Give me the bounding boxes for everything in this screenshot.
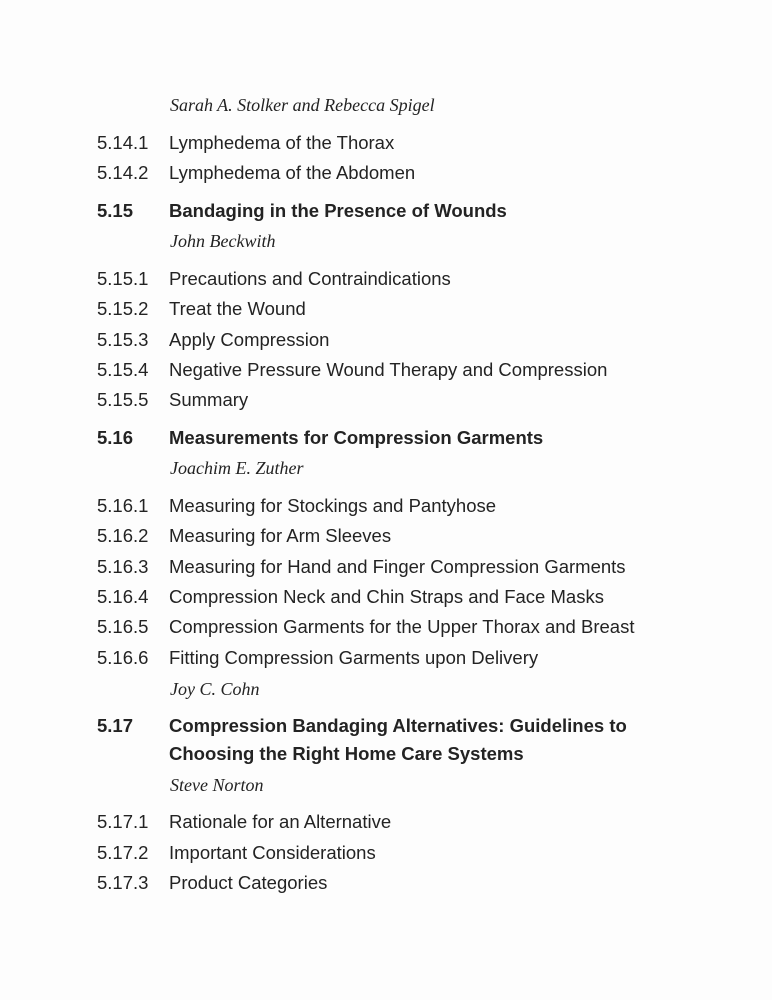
section-number: 5.16.3 bbox=[97, 556, 149, 577]
toc-entry bbox=[97, 522, 747, 550]
toc-entry bbox=[97, 356, 747, 384]
section-number: 5.16.5 bbox=[97, 616, 149, 637]
author-line: Steve Norton bbox=[170, 775, 264, 795]
section-title: Rationale for an Alternative bbox=[169, 811, 392, 832]
author-line: Sarah A. Stolker and Rebecca Spigel bbox=[170, 95, 435, 115]
toc-section-heading bbox=[97, 712, 747, 768]
section-title: Measuring for Hand and Finger Compression Garments bbox=[169, 556, 626, 577]
section-number: 5.14.1 bbox=[97, 132, 149, 153]
section-number: 5.15.1 bbox=[97, 268, 149, 289]
toc-entry bbox=[97, 869, 747, 897]
toc-entry bbox=[97, 386, 747, 414]
toc-entry bbox=[97, 265, 747, 293]
section-title: Summary bbox=[169, 389, 249, 410]
section-number: 5.17.3 bbox=[97, 872, 149, 893]
section-number: 5.16 bbox=[97, 427, 134, 448]
section-title: Treat the Wound bbox=[169, 298, 306, 319]
section-title: Important Considerations bbox=[169, 842, 376, 863]
toc-entry bbox=[97, 326, 747, 354]
author-line: Joachim E. Zuther bbox=[170, 458, 304, 478]
section-number: 5.16.1 bbox=[97, 495, 149, 516]
toc-entry bbox=[97, 129, 747, 157]
section-title: Measuring for Stockings and Pantyhose bbox=[169, 495, 497, 516]
section-number: 5.17.1 bbox=[97, 811, 149, 832]
section-number: 5.16.6 bbox=[97, 647, 149, 668]
section-title: Apply Compression bbox=[169, 329, 330, 350]
section-title: Lymphedema of the Abdomen bbox=[169, 162, 416, 183]
section-title: Bandaging in the Presence of Wounds bbox=[169, 200, 507, 221]
section-number: 5.17.2 bbox=[97, 842, 149, 863]
toc-section-heading bbox=[97, 424, 747, 452]
section-title-line-2: Choosing the Right Home Care Systems bbox=[169, 743, 524, 764]
section-title: Measuring for Arm Sleeves bbox=[169, 525, 392, 546]
author-line: Joy C. Cohn bbox=[170, 679, 260, 699]
section-title: Negative Pressure Wound Therapy and Compression bbox=[169, 359, 608, 380]
section-number: 5.15 bbox=[97, 200, 134, 221]
section-number: 5.15.5 bbox=[97, 389, 149, 410]
toc-entry bbox=[97, 839, 747, 867]
section-number: 5.17 bbox=[97, 715, 134, 736]
section-title: Fitting Compression Garments upon Delivery bbox=[169, 647, 539, 668]
section-number: 5.15.3 bbox=[97, 329, 149, 350]
section-title: Compression Garments for the Upper Thorax and Breast bbox=[169, 616, 635, 637]
section-title: Lymphedema of the Thorax bbox=[169, 132, 395, 153]
section-number: 5.15.4 bbox=[97, 359, 149, 380]
section-number: 5.14.2 bbox=[97, 162, 149, 183]
toc-section-heading bbox=[97, 197, 747, 225]
toc-entry bbox=[97, 583, 747, 611]
section-title: Product Categories bbox=[169, 872, 328, 893]
toc-entry bbox=[97, 553, 747, 581]
section-title: Measurements for Compression Garments bbox=[169, 427, 544, 448]
toc-entry bbox=[97, 613, 747, 641]
section-title: Precautions and Contraindications bbox=[169, 268, 451, 289]
toc-entry bbox=[97, 295, 747, 323]
toc-entry bbox=[97, 159, 747, 187]
section-number: 5.15.2 bbox=[97, 298, 149, 319]
toc-entry bbox=[97, 808, 747, 836]
toc-entry bbox=[97, 492, 747, 520]
section-number: 5.16.4 bbox=[97, 586, 149, 607]
author-line: John Beckwith bbox=[170, 231, 276, 251]
section-title: Compression Neck and Chin Straps and Face Masks bbox=[169, 586, 604, 607]
toc-entry bbox=[97, 644, 747, 672]
section-number: 5.16.2 bbox=[97, 525, 149, 546]
section-title-line-1: Compression Bandaging Alternatives: Guidelines to bbox=[169, 715, 627, 736]
section-title bbox=[169, 712, 627, 768]
